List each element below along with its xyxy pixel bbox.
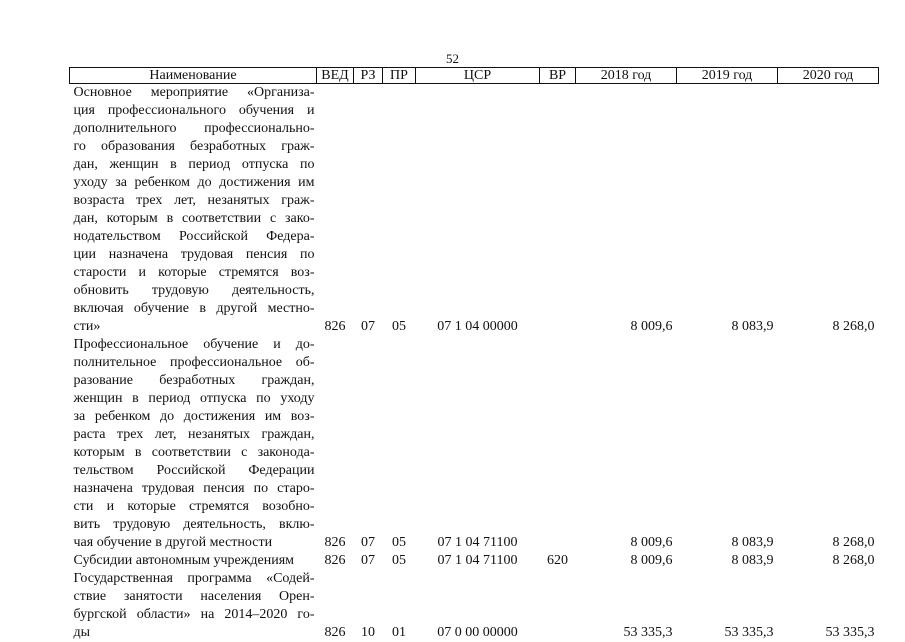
row-vr: 620 (547, 553, 568, 568)
header-rz: РЗ (354, 68, 383, 84)
row-pr: 05 (392, 535, 406, 550)
row-rz: 07 (361, 319, 375, 334)
header-name: Наименование (70, 68, 317, 84)
row-name-line: женщин в период отпуска по уходу (73, 391, 315, 406)
header-2020: 2020 год (778, 68, 879, 84)
row-2018: 53 335,3 (623, 625, 673, 640)
row-ved: 826 (324, 625, 346, 640)
row-2019: 8 083,9 (731, 319, 774, 334)
row-vr (540, 84, 576, 337)
row-name-line: ции назначена трудовая пенсия по (73, 247, 315, 262)
row-2019: 53 335,3 (724, 625, 774, 640)
table-row (70, 84, 879, 337)
row-ved: 826 (324, 553, 346, 568)
row-2020: 8 268,0 (832, 535, 875, 550)
row-ved: 826 (324, 319, 346, 334)
row-name-line: го образования безработных граж- (73, 139, 315, 154)
row-name-line: Субсидии автономным учреждениям (73, 553, 295, 568)
row-name-line: чая обучение в другой местности (73, 535, 273, 550)
row-csr: 07 1 04 71100 (437, 535, 518, 550)
row-pr: 05 (392, 319, 406, 334)
row-2020: 8 268,0 (832, 319, 875, 334)
row-name-line: тельством Российской Федерации (73, 463, 315, 478)
page-number: 52 (446, 51, 459, 66)
row-name-line: старости и которые стремятся воз- (73, 265, 315, 280)
budget-table (69, 67, 879, 642)
row-name-line: Профессиональное обучение и до- (73, 337, 315, 352)
row-name-line: Государственная программа «Содей- (73, 571, 315, 586)
row-rz: 07 (361, 535, 375, 550)
row-2018: 8 009,6 (630, 535, 673, 550)
row-name-line: ды (73, 625, 91, 640)
row-2020: 53 335,3 (825, 625, 875, 640)
row-name-line: сти и которые стремятся возобно- (73, 499, 315, 514)
header-ved: ВЕД (317, 68, 354, 84)
row-name-line: вить трудовую деятельность, вклю- (73, 517, 315, 532)
row-name-line: обновить трудовую деятельность, (73, 283, 315, 298)
row-name-line: дан, которым в соответствии с зако- (73, 211, 315, 226)
row-name-line: возраста трех лет, незанятых граж- (73, 193, 315, 208)
row-name-line: за ребенком до достижения им воз- (73, 409, 315, 424)
row-rz: 10 (361, 625, 375, 640)
header-pr: ПР (383, 68, 416, 84)
row-name-line: дополнительного профессионально- (73, 121, 315, 136)
row-csr: 07 1 04 71100 (437, 553, 518, 568)
row-name-line: ция профессионального обучения и (73, 103, 315, 118)
row-name-line: назначена трудовая пенсия по старо- (73, 481, 315, 496)
row-vr (540, 336, 576, 552)
row-name-line: полнительное профессиональное об- (73, 355, 315, 370)
row-name-line: разование безработных граждан, (73, 373, 315, 388)
row-2018: 8 009,6 (630, 553, 673, 568)
row-pr: 01 (392, 625, 406, 640)
header-2018: 2018 год (576, 68, 677, 84)
table-row (70, 552, 879, 570)
row-2020: 8 268,0 (832, 553, 875, 568)
row-name (70, 84, 317, 337)
row-name-line: включая обучение в другой местно- (73, 301, 315, 316)
row-pr: 05 (392, 553, 406, 568)
row-2019: 8 083,9 (731, 553, 774, 568)
row-name (70, 570, 317, 642)
row-ved: 826 (324, 535, 346, 550)
row-vr (540, 570, 576, 642)
row-name-line: ствие занятости населения Орен- (73, 589, 315, 604)
row-name-line: которым в соответствии с законода- (73, 445, 315, 460)
table-row (70, 570, 879, 642)
row-csr: 07 1 04 00000 (437, 319, 518, 334)
row-name-line: раста трех лет, незанятых граждан, (73, 427, 315, 442)
header-2019: 2019 год (677, 68, 778, 84)
row-2018: 8 009,6 (630, 319, 673, 334)
row-name (70, 552, 317, 570)
table-header-row (70, 68, 879, 84)
row-2019: 8 083,9 (731, 535, 774, 550)
row-name-line: бургской области» на 2014–2020 го- (73, 607, 315, 622)
header-csr: ЦСР (416, 68, 540, 84)
row-rz: 07 (361, 553, 375, 568)
table-row (70, 336, 879, 552)
row-name-line: Основное мероприятие «Организа- (73, 85, 315, 100)
row-csr: 07 0 00 00000 (437, 625, 518, 640)
header-vr: ВР (540, 68, 576, 84)
row-name-line: дан, женщин в период отпуска по (73, 157, 315, 172)
row-name-line: уходу за ребенком до достижения им (73, 175, 315, 190)
row-name (70, 336, 317, 552)
row-name-line: сти» (73, 319, 101, 334)
row-name-line: нодательством Российской Федера- (73, 229, 315, 244)
